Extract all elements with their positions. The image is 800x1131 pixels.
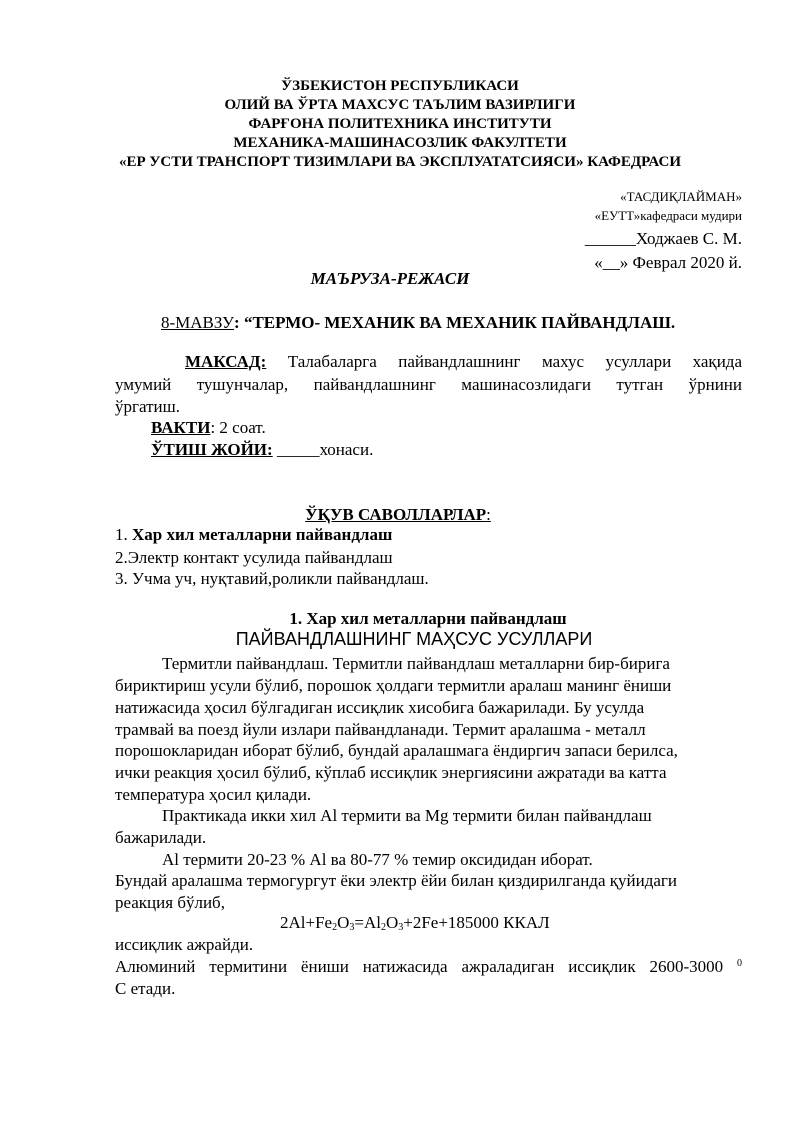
approver-name: ______Ходжаев С. М.: [584, 229, 742, 248]
formula-subscript: 2: [332, 922, 338, 933]
paragraph-line: натижасида ҳосил бўлгадиган иссиқлик хисобига бажарилади. Бу усулда: [115, 698, 645, 717]
time-line: [151, 418, 266, 438]
paragraph-line: Al термити 20-23 % Al ва 80-77 % темир оксидидан иборат.: [162, 850, 593, 869]
questions-heading-colon: :: [486, 505, 491, 524]
paragraph-line: порошокларидан иборат бўлиб, бундай аралашмага ёндиргич запаси берилса,: [115, 741, 678, 760]
formula-subscript: 3: [349, 922, 355, 933]
goal-line-3: ўргатиш.: [115, 397, 180, 416]
institution-header: [0, 77, 800, 172]
formula-part: +2Fe+185000 ККАЛ: [403, 913, 550, 932]
topic-number: 8-МАВЗУ: [161, 313, 235, 332]
approval-block: [585, 186, 742, 275]
paragraph-line: реакция бўлиб,: [115, 893, 225, 912]
paragraph-line: бажарилади.: [115, 828, 207, 847]
paragraph-line: иссиқлик ажрайди.: [115, 935, 254, 954]
paragraph-text: Алюминий термитини ёниши натижасида ажраладиган иссиқлик 2600-3000: [115, 957, 724, 976]
place-line: [151, 440, 373, 460]
goal-text: Талабаларга пайвандлашнинг махус усуллари хақида: [287, 352, 742, 371]
place-value: _____хонаси.: [272, 440, 374, 459]
time-value: : 2 соат.: [210, 418, 266, 437]
paragraph-line: Бундай аралашма термогургут ёки электр ёйи билан қиздирилганда қуйидаги: [115, 871, 677, 890]
header-line: ЎЗБЕКИСТОН РЕСПУБЛИКАСИ: [281, 78, 519, 94]
goal-label: МАКСАД:: [185, 352, 267, 371]
header-line: ФАРҒОНА ПОЛИТЕХНИКА ИНСТИТУТИ: [248, 116, 552, 132]
degree-superscript: 0: [737, 958, 742, 969]
goal-line-2: умумий тушунчалар, пайвандлашнинг машинасозлидаги тутган ўрнини: [115, 375, 742, 394]
goal-line-1: [115, 352, 742, 372]
paragraph-line: Термитли пайвандлаш. Термитли пайвандлаш металларни бир-бирига: [162, 654, 670, 673]
paragraph-line: [115, 957, 742, 977]
section-title: ПАЙВАНДЛАШНИНГ МАҲСУС УСУЛЛАРИ: [235, 629, 593, 649]
paragraph-line: С етади.: [115, 979, 176, 998]
formula-subscript: 2: [380, 922, 386, 933]
paragraph-line: трамвай ва поезд йули излари пайвандланади. Термит аралашма - металл: [115, 720, 646, 739]
question-text: Хар хил металларни пайвандлаш: [132, 525, 393, 544]
place-label: ЎТИШ ЖОЙИ:: [151, 440, 273, 459]
paragraph-line: бириктириш усули бўлиб, порошок ҳолдаги термитли аралаш манинг ёниши: [115, 676, 672, 695]
formula-subscript: 3: [398, 922, 404, 933]
approval-date: «__» Феврал 2020 й.: [594, 253, 742, 272]
topic-title: “ТЕРМО- МЕХАНИК ВА МЕХАНИК ПАЙВАНДЛАШ.: [239, 313, 676, 332]
section-subtitle: 1. Хар хил металларни пайвандлаш: [289, 609, 567, 628]
formula-part: O: [385, 913, 399, 932]
question-number: 1.: [115, 525, 132, 544]
paragraph-line: ички реакция ҳосил бўлиб, кўплаб иссиқлик энергиясини ажратади ва катта: [115, 763, 667, 782]
time-label: ВАКТИ: [151, 418, 211, 437]
header-line: «ЕР УСТИ ТРАНСПОРТ ТИЗИМЛАРИ ВА ЭКСПЛУАТАТСИЯСИ» КАФЕДРАСИ: [118, 154, 682, 170]
header-line: ОЛИЙ ВА ЎРТА МАХСУС ТАЪЛИМ ВАЗИРЛИГИ: [224, 97, 576, 113]
approval-line: «ТАСДИҚЛАЙМАН»: [620, 189, 742, 204]
question-item: 3. Учма уч, нуқтавий,роликли пайвандлаш.: [115, 569, 429, 588]
paragraph-line: температура ҳосил қилади.: [115, 785, 312, 804]
question-item: 2.Электр контакт усулида пайвандлаш: [115, 548, 393, 567]
formula-part: 2Al+Fe: [280, 913, 333, 932]
question-item: [115, 525, 392, 545]
formula-part: =Al: [354, 913, 381, 932]
questions-heading: [0, 505, 798, 525]
questions-heading-text: ЎҚУВ САВОЛЛАРЛАР: [305, 505, 487, 524]
topic-heading: [161, 313, 675, 333]
approval-line: «ЕУТТ»кафедраси мудири: [594, 208, 742, 223]
document-title: МАЪРУЗА-РЕЖАСИ: [310, 269, 470, 288]
topic-separator: :: [234, 313, 240, 332]
header-line: МЕХАНИКА-МАШИНАСОЗЛИК ФАКУЛТЕТИ: [233, 135, 567, 151]
paragraph-line: Практикада икки хил Al термити ва Mg термити билан пайвандлаш: [162, 806, 652, 825]
reaction-formula: [280, 913, 550, 933]
formula-part: O: [337, 913, 350, 932]
